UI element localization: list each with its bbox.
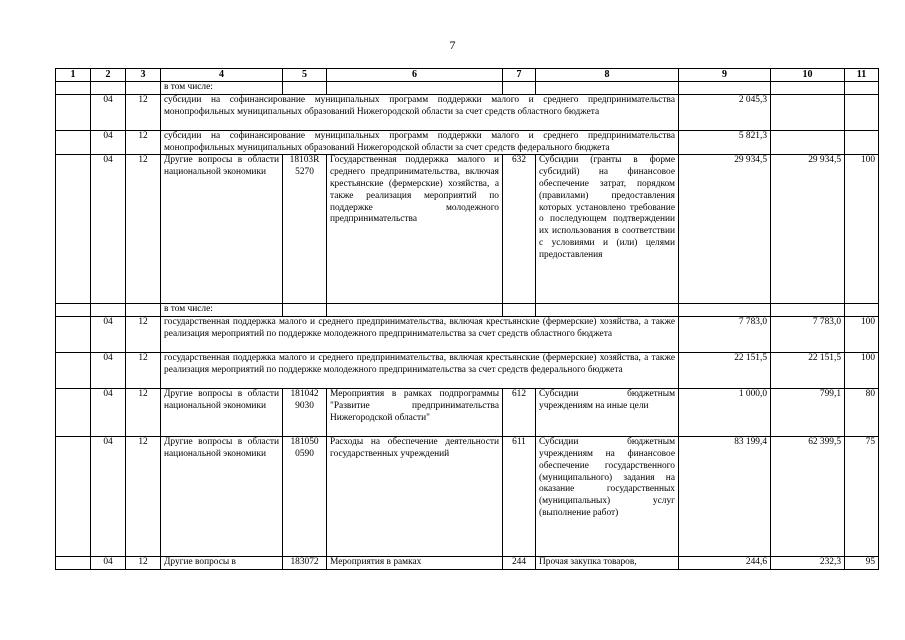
amount-planned: 1 000,0 — [679, 389, 771, 437]
section-code: 04 — [91, 317, 126, 353]
expense-type-code: 244 — [503, 557, 536, 570]
col-header: 9 — [679, 69, 771, 82]
percent-executed: 95 — [845, 557, 879, 570]
amount-actual: 7 783,0 — [771, 317, 845, 353]
span-description: субсидии на софинансирование муниципальных программ поддержки малого и среднего предпринимательства монопрофильных муниципальных образований Нижегородской области за счет средств областного бюджета — [161, 94, 679, 130]
amount-actual: 22 151,5 — [771, 353, 845, 389]
amount-actual — [771, 130, 845, 155]
section-code: 04 — [91, 389, 126, 437]
article-name: Государственная поддержка малого и среднего предпринимательства, включая крестьянские (фермерские) хозяйства, а также реализация мероприятий по поддержке молодежного предпринимательства — [327, 155, 503, 304]
col-header: 10 — [771, 69, 845, 82]
amount-planned: 2 045,3 — [679, 94, 771, 130]
expense-type-code: 611 — [503, 437, 536, 557]
amount-actual: 799,1 — [771, 389, 845, 437]
table-row — [56, 557, 879, 570]
budget-table — [55, 68, 879, 570]
section-code: 04 — [91, 437, 126, 557]
col-header: 1 — [56, 69, 91, 82]
table-row — [56, 389, 879, 437]
amount-actual — [771, 94, 845, 130]
section-code: 04 — [91, 353, 126, 389]
target-article: 181050 0590 — [283, 437, 327, 557]
amount-planned: 22 151,5 — [679, 353, 771, 389]
table-row — [56, 353, 879, 389]
percent-executed: 100 — [845, 155, 879, 304]
span-description: государственная поддержка малого и среднего предпринимательства, включая крестьянские (фермерские) хозяйства, а также реализация мероприятий по поддержке молодежного предпринимательства за счет средств областного бюджета — [161, 317, 679, 353]
percent-executed: 80 — [845, 389, 879, 437]
percent-executed: 100 — [845, 353, 879, 389]
table-row — [56, 437, 879, 557]
subsection-code: 12 — [126, 437, 161, 557]
col-header: 6 — [327, 69, 503, 82]
page-number: 7 — [449, 38, 456, 52]
subsection-code: 12 — [126, 557, 161, 570]
expense-type-name: Субсидии бюджетным учреждениям на финансовое обеспечение государственного (муниципального) задания на оказание государственных (муниципальных) услуг (выполнение работ) — [536, 437, 679, 557]
subsection-code: 12 — [126, 317, 161, 353]
section-code: 04 — [91, 130, 126, 155]
section-name: Другие вопросы в области национальной экономики — [161, 437, 283, 557]
expense-type-code: 632 — [503, 155, 536, 304]
col-header: 5 — [283, 69, 327, 82]
amount-planned: 5 821,3 — [679, 130, 771, 155]
section-code: 04 — [91, 557, 126, 570]
note-cell: в том числе: — [161, 82, 283, 95]
subsection-code: 12 — [126, 94, 161, 130]
expense-type-name: Прочая закупка товаров, — [536, 557, 679, 570]
col-header: 11 — [845, 69, 879, 82]
target-article: 18103R 5270 — [283, 155, 327, 304]
expense-type-code: 612 — [503, 389, 536, 437]
amount-actual: 29 934,5 — [771, 155, 845, 304]
note-cell: в том числе: — [161, 304, 283, 317]
span-description: субсидии на софинансирование муниципальных программ поддержки малого и среднего предпринимательства монопрофильных муниципальных образований Нижегородской области за счет средств федерального бюджета — [161, 130, 679, 155]
subsection-code: 12 — [126, 389, 161, 437]
subsection-code: 12 — [126, 130, 161, 155]
article-name: Расходы на обеспечение деятельности государственных учреждений — [327, 437, 503, 557]
subsection-code: 12 — [126, 155, 161, 304]
expense-type-name: Субсидии (гранты в форме субсидий) на финансовое обеспечение затрат, порядком (правилами) предоставления которых установлено требование о последующем подтверждении их использования в соответствии с условиями и (или) целями предоставления — [536, 155, 679, 304]
percent-executed — [845, 130, 879, 155]
table-row — [56, 130, 879, 155]
col-header: 2 — [91, 69, 126, 82]
col-header: 7 — [503, 69, 536, 82]
amount-planned: 29 934,5 — [679, 155, 771, 304]
expense-type-name: Субсидии бюджетным учреждениям на иные цели — [536, 389, 679, 437]
percent-executed — [845, 94, 879, 130]
percent-executed: 75 — [845, 437, 879, 557]
section-code: 04 — [91, 94, 126, 130]
amount-planned: 244,6 — [679, 557, 771, 570]
span-description: государственная поддержка малого и среднего предпринимательства, включая крестьянские (фермерские) хозяйства, а также реализация мероприятий по поддержке молодежного предпринимательства за счет средств федерального бюджета — [161, 353, 679, 389]
target-article: 183072 — [283, 557, 327, 570]
section-code: 04 — [91, 155, 126, 304]
table-row — [56, 94, 879, 130]
col-header: 4 — [161, 69, 283, 82]
amount-planned: 7 783,0 — [679, 317, 771, 353]
table-row — [56, 304, 879, 317]
section-name: Другие вопросы в области национальной экономики — [161, 389, 283, 437]
section-name: Другие вопросы в — [161, 557, 283, 570]
article-name: Мероприятия в рамках — [327, 557, 503, 570]
target-article: 181042 9030 — [283, 389, 327, 437]
col-header: 8 — [536, 69, 679, 82]
header-row — [56, 69, 879, 82]
table-row — [56, 155, 879, 304]
col-header: 3 — [126, 69, 161, 82]
amount-actual: 62 399,5 — [771, 437, 845, 557]
amount-planned: 83 199,4 — [679, 437, 771, 557]
section-name: Другие вопросы в области национальной экономики — [161, 155, 283, 304]
subsection-code: 12 — [126, 353, 161, 389]
table-row — [56, 317, 879, 353]
amount-actual: 232,3 — [771, 557, 845, 570]
percent-executed: 100 — [845, 317, 879, 353]
article-name: Мероприятия в рамках подпрограммы "Развитие предпринимательства Нижегородской области" — [327, 389, 503, 437]
table-row — [56, 82, 879, 95]
